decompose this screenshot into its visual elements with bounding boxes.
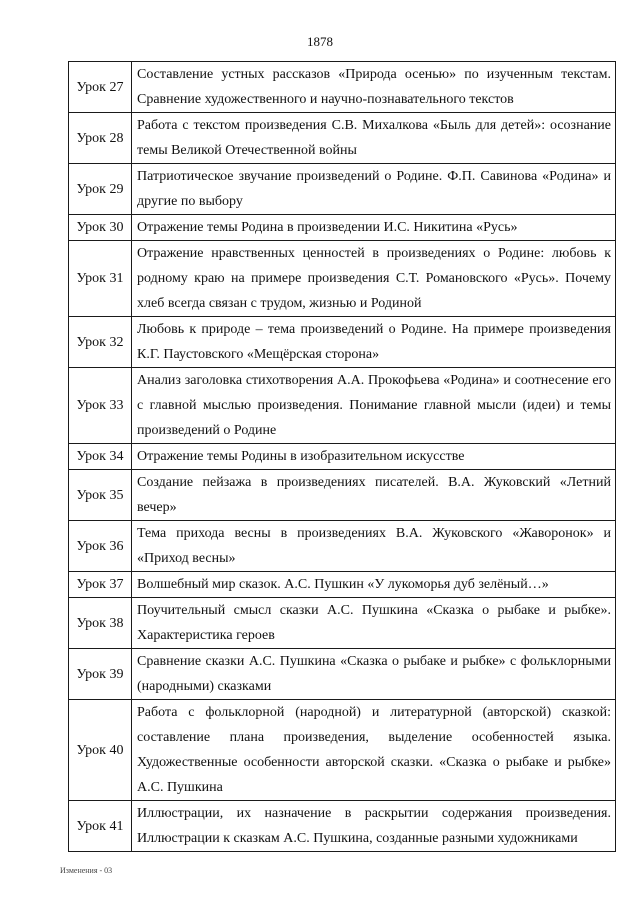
table-row: [69, 444, 616, 470]
lesson-number: Урок 36: [69, 521, 132, 572]
table-row: [69, 62, 616, 113]
table-row: [69, 521, 616, 572]
lesson-description: Патриотическое звучание произведений о Родине. Ф.П. Савинова «Родина» и другие по выбору: [132, 164, 616, 215]
lesson-number: Урок 41: [69, 801, 132, 852]
lesson-description: Поучительный смысл сказки А.С. Пушкина «Сказка о рыбаке и рыбке». Характеристика героев: [132, 598, 616, 649]
lesson-description: Отражение темы Родины в изобразительном искусстве: [132, 444, 616, 470]
table-row: [69, 598, 616, 649]
lesson-number: Урок 29: [69, 164, 132, 215]
table-row: [69, 470, 616, 521]
lesson-number: Урок 34: [69, 444, 132, 470]
lesson-table: [68, 61, 616, 852]
lesson-number: Урок 30: [69, 215, 132, 241]
lesson-number: Урок 31: [69, 241, 132, 317]
lesson-table-body: [69, 62, 616, 852]
page-number: 1878: [307, 34, 333, 49]
lesson-description: Отражение нравственных ценностей в произведениях о Родине: любовь к родному краю на примере произведения С.Т. Романовского «Русь». Почему хлеб всегда связан с трудом, жизнью и Родиной: [132, 241, 616, 317]
lesson-number: Урок 38: [69, 598, 132, 649]
table-row: [69, 649, 616, 700]
table-row: [69, 801, 616, 852]
table-row: [69, 700, 616, 801]
table-row: [69, 317, 616, 368]
table-row: [69, 113, 616, 164]
lesson-number: Урок 35: [69, 470, 132, 521]
lesson-description: Создание пейзажа в произведениях писателей. В.А. Жуковский «Летний вечер»: [132, 470, 616, 521]
lesson-description: Сравнение сказки А.С. Пушкина «Сказка о рыбаке и рыбке» с фольклорными (народными) сказками: [132, 649, 616, 700]
lesson-number: Урок 27: [69, 62, 132, 113]
lesson-description: Иллюстрации, их назначение в раскрытии содержания произведения. Иллюстрации к сказкам А.С. Пушкина, созданные разными художниками: [132, 801, 616, 852]
footer-note: Изменения - 03: [60, 866, 113, 875]
table-row: [69, 241, 616, 317]
table-row: [69, 572, 616, 598]
lesson-number: Урок 39: [69, 649, 132, 700]
lesson-number: Урок 32: [69, 317, 132, 368]
table-row: [69, 164, 616, 215]
lesson-description: Волшебный мир сказок. А.С. Пушкин «У лукоморья дуб зелёный…»: [132, 572, 616, 598]
lesson-number: Урок 33: [69, 368, 132, 444]
lesson-description: Отражение темы Родина в произведении И.С. Никитина «Русь»: [132, 215, 616, 241]
lesson-description: Любовь к природе – тема произведений о Родине. На примере произведения К.Г. Паустовского «Мещёрская сторона»: [132, 317, 616, 368]
lesson-description: Анализ заголовка стихотворения А.А. Прокофьева «Родина» и соотнесение его с главной мыслью произведения. Понимание главной мысли (идеи) и темы произведений о Родине: [132, 368, 616, 444]
table-row: [69, 368, 616, 444]
lesson-number: Урок 28: [69, 113, 132, 164]
lesson-number: Урок 40: [69, 700, 132, 801]
lesson-description: Тема прихода весны в произведениях В.А. Жуковского «Жаворонок» и «Приход весны»: [132, 521, 616, 572]
lesson-description: Работа с фольклорной (народной) и литературной (авторской) сказкой: составление плана произведения, выделение особенностей языка. Художественные особенности авторской сказки. «Сказка о рыбаке и рыбке» А.С. Пушкина: [132, 700, 616, 801]
lesson-number: Урок 37: [69, 572, 132, 598]
table-row: [69, 215, 616, 241]
lesson-description: Работа с текстом произведения С.В. Михалкова «Быль для детей»: осознание темы Великой Отечественной войны: [132, 113, 616, 164]
lesson-description: Составление устных рассказов «Природа осенью» по изученным текстам. Сравнение художественного и научно-познавательного текстов: [132, 62, 616, 113]
